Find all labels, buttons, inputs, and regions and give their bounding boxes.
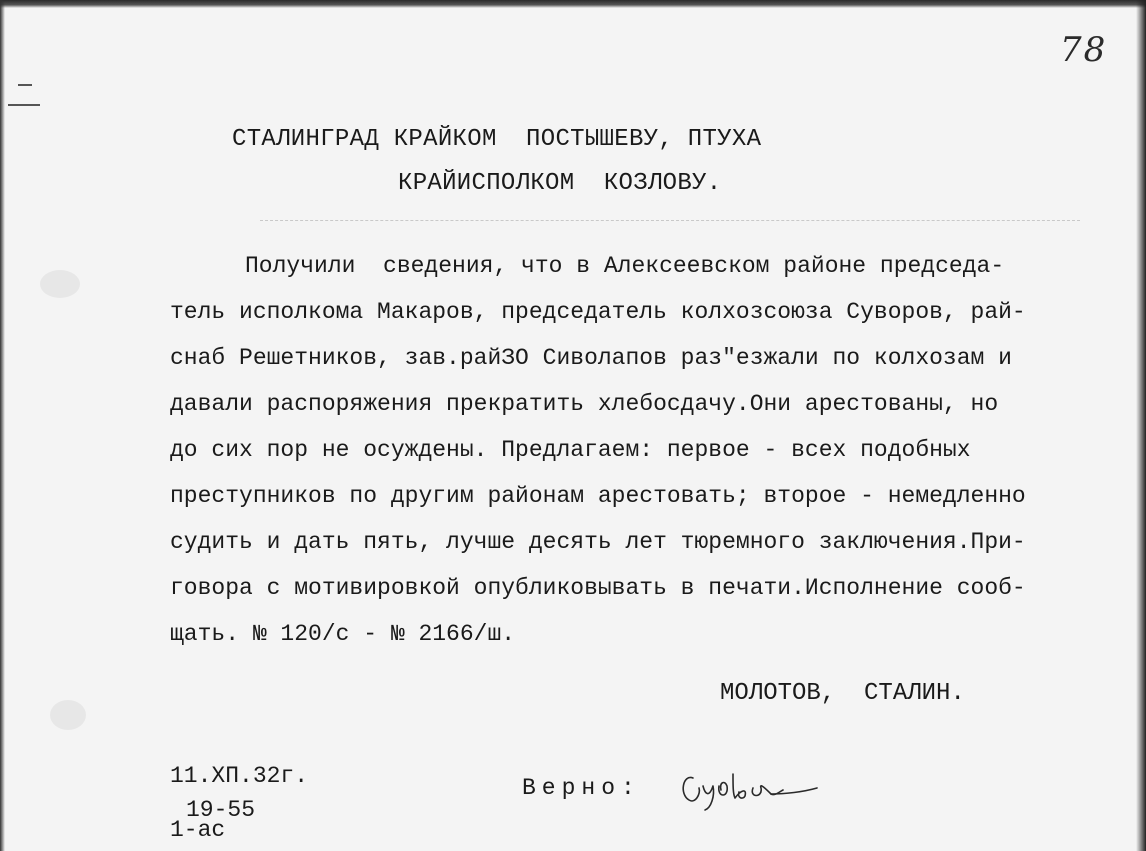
address-line-1: СТАЛИНГРАД КРАЙКОМ ПОСТЫШЕВУ, ПТУХА [232,126,762,153]
archive-page-number: 78 [1060,30,1108,70]
scan-edge-right [1136,0,1146,851]
body-line: судить и дать пять, лучше десять лет тюремного заключения.При- [170,529,1026,555]
certification-label: Верно: [522,775,641,801]
margin-mark [18,84,32,86]
body-line: до сих пор не осуждены. Предлагаем: первое - всех подобных [170,437,971,463]
scan-edge-left [0,0,5,851]
body-line: преступников по другим районам арестовать; второе - немедленно [170,483,1026,509]
handwritten-signature [675,764,825,814]
body-line: снаб Решетников, зав.райЗО Сиволапов раз"езжали по колхозам и [170,345,1012,371]
signatories: МОЛОТОВ, СТАЛИН. [720,680,965,707]
body-line: Получили сведения, что в Алексеевском районе председа- [245,253,1005,279]
body-line: тель исполкома Макаров, председатель колхозсоюза Суворов, рай- [170,299,1026,325]
scan-smudge [50,700,86,730]
document-date: 11.ХП.32г. [170,763,309,789]
scan-edge-top [0,0,1146,8]
margin-mark [8,104,40,106]
separator [260,220,1080,221]
transmission-time: 19-55 [186,797,256,823]
scan-smudge [40,270,80,298]
document-code: 1-ас [170,817,226,843]
address-line-2: КРАЙИСПОЛКОМ КОЗЛОВУ. [398,170,722,197]
body-line: давали распоряжения прекратить хлебосдачу.Они арестованы, но [170,391,999,417]
body-line: щать. № 120/с - № 2166/ш. [170,621,516,647]
body-line: говора с мотивировкой опубликовывать в печати.Исполнение сооб- [170,575,1026,601]
